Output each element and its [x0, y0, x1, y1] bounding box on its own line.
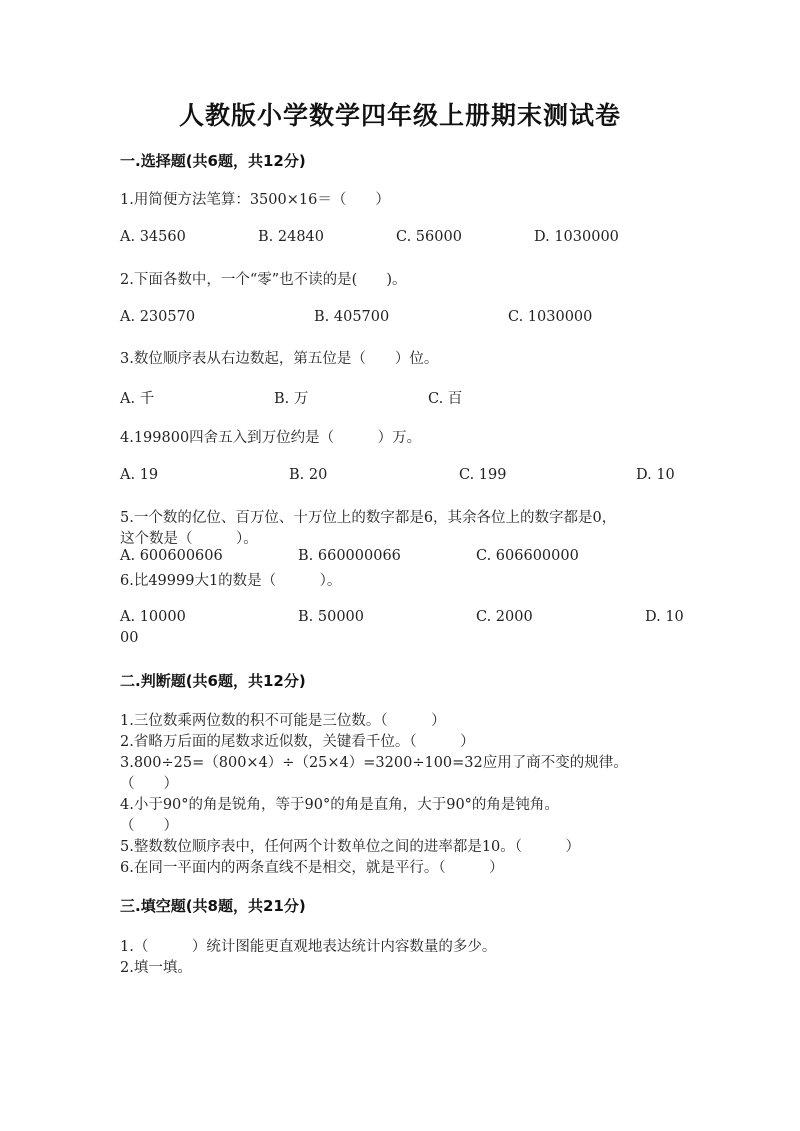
option-d: D. 1030000 — [534, 229, 619, 245]
option-b: B. 405700 — [314, 309, 390, 325]
option-b: B. 万 — [274, 391, 309, 407]
page-title: 人教版小学数学四年级上册期末测试卷 — [178, 101, 621, 130]
question-text: 5.一个数的亿位、百万位、十万位上的数字都是6，其余各位上的数字都是0， — [120, 510, 617, 526]
section-heading-true-false: 二.判断题(共6题，共12分) — [120, 672, 306, 690]
fill-blank-line: 2.填一填。 — [120, 960, 192, 976]
option-b: B. 660000066 — [298, 548, 401, 564]
option-d: D. 10 — [636, 467, 675, 483]
option-a: A. 34560 — [120, 229, 186, 245]
question-text-continued: 这个数是（ ）。 — [120, 531, 258, 547]
option-a: A. 千 — [120, 391, 155, 407]
question-text: 4.199800四舍五入到万位约是（ ）万。 — [120, 430, 422, 446]
judgment-line: 3.800÷25=（800×4）÷（25×4）=3200÷100=32应用了商不变的规律。 — [120, 755, 628, 771]
option-c: C. 199 — [459, 467, 507, 483]
section-heading-fill-blank: 三.填空题(共8题，共21分) — [120, 897, 306, 915]
judgment-line: 5.整数数位顺序表中，任何两个计数单位之间的进率都是10。（ ） — [120, 839, 581, 855]
option-a: A. 10000 — [120, 609, 186, 625]
option-b: B. 50000 — [298, 609, 365, 625]
option-c: C. 606600000 — [476, 548, 579, 564]
judgment-line: 6.在同一平面内的两条直线不是相交，就是平行。（ ） — [120, 860, 504, 876]
judgment-line: 1.三位数乘两位数的积不可能是三位数。（ ） — [120, 713, 446, 729]
judgment-line-continued: （ ） — [120, 776, 178, 792]
option-a: A. 19 — [120, 467, 159, 483]
option-a: A. 230570 — [120, 309, 196, 325]
fill-blank-line: 1.（ ）统计图能更直观地表达统计内容数量的多少。 — [120, 939, 497, 955]
option-c: C. 2000 — [476, 609, 533, 625]
judgment-line-continued: （ ） — [120, 818, 178, 834]
question-text: 3.数位顺序表从右边数起，第五位是（ ）位。 — [120, 351, 439, 367]
section-heading-choice: 一.选择题(共6题，共12分) — [120, 152, 306, 170]
option-c: C. 百 — [428, 391, 463, 407]
question-text: 1.用简便方法笔算：3500×16＝（ ） — [120, 192, 390, 208]
option-d: D. 10 — [645, 609, 684, 625]
option-b: B. 24840 — [258, 229, 325, 245]
question-text: 6.比49999大1的数是（ ）。 — [120, 573, 342, 589]
option-b: B. 20 — [289, 467, 328, 483]
option-d-wrap: 00 — [120, 630, 139, 646]
option-a: A. 600600606 — [120, 548, 223, 564]
option-c: C. 56000 — [396, 229, 462, 245]
judgment-line: 2.省略万后面的尾数求近似数，关键看千位。（ ） — [120, 734, 475, 750]
question-text: 2.下面各数中，一个“零”也不读的是( )。 — [120, 272, 407, 288]
option-c: C. 1030000 — [508, 309, 593, 325]
judgment-line: 4.小于90°的角是锐角，等于90°的角是直角，大于90°的角是钝角。 — [120, 797, 559, 813]
